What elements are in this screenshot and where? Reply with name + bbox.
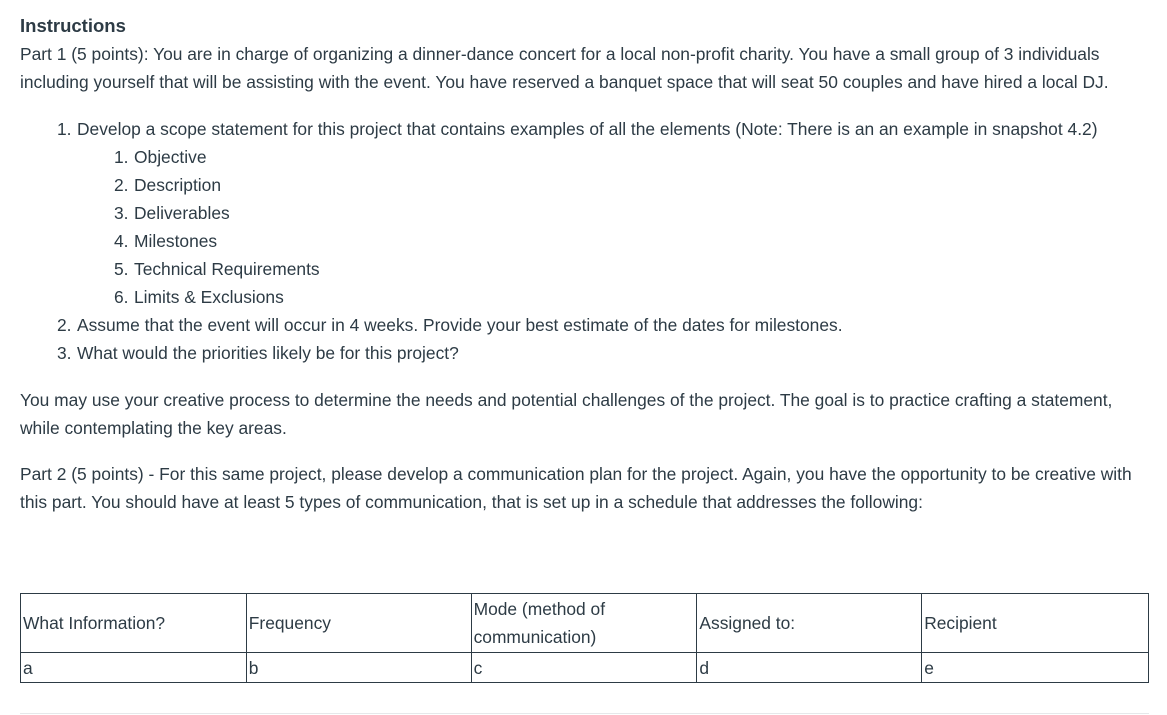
scope-element-item — [114, 143, 1122, 171]
scope-element-item — [114, 227, 1122, 255]
scope-element-item — [114, 255, 1122, 283]
table-cell: d — [697, 653, 922, 683]
scope-element-number: 3. — [114, 203, 129, 223]
table-header-cell: Recipient — [922, 594, 1149, 653]
instructions-content — [20, 12, 1150, 516]
question-list — [57, 115, 1122, 367]
creative-note: You may use your creative process to determine the needs and potential challenges of the project. The goal is to practice crafting a statement, while contemplating the key areas. — [20, 390, 1113, 438]
bottom-divider — [20, 713, 1149, 714]
question-item — [57, 339, 1122, 367]
question-text: What would the priorities likely be for this project? — [77, 343, 459, 363]
scope-element-text: Limits & Exclusions — [134, 287, 284, 307]
scope-element-item — [114, 283, 1122, 311]
table-row — [21, 653, 1149, 683]
scope-element-text: Technical Requirements — [134, 259, 320, 279]
scope-element-list — [114, 143, 1122, 311]
question-text: Develop a scope statement for this project that contains examples of all the elements (Note: There is an an example in snapshot 4.2) — [77, 119, 1098, 139]
scope-element-number: 2. — [114, 175, 129, 195]
instructions-heading: Instructions — [20, 15, 126, 36]
table-header-cell: Assigned to: — [697, 594, 922, 653]
scope-element-number: 1. — [114, 147, 129, 167]
scope-element-number: 4. — [114, 231, 129, 251]
scope-element-item — [114, 171, 1122, 199]
question-item — [57, 311, 1122, 339]
table-header-cell: Frequency — [246, 594, 471, 653]
table-cell: a — [21, 653, 247, 683]
part1-intro: Part 1 (5 points): You are in charge of organizing a dinner-dance concert for a local non-profit charity. You have a small group of 3 individuals including yourself that will be assisting with the event. You have reserved a banquet space that will seat 50 couples and have hired a local DJ. — [20, 44, 1109, 92]
scope-element-number: 6. — [114, 287, 129, 307]
question-text: Assume that the event will occur in 4 weeks. Provide your best estimate of the dates for milestones. — [77, 315, 843, 335]
scope-element-text: Objective — [134, 147, 207, 167]
scope-element-number: 5. — [114, 259, 129, 279]
table-cell: c — [471, 653, 697, 683]
part2-intro: Part 2 (5 points) - For this same project, please develop a communication plan for the project. Again, you have the opportunity to be creative with this part. You should have at least 5 types of communication, that is set up in a schedule that addresses the following: — [20, 464, 1132, 512]
table-cell: b — [246, 653, 471, 683]
question-item — [57, 115, 1122, 311]
question-number: 3. — [57, 343, 72, 363]
scope-element-text: Description — [134, 175, 221, 195]
table-header-cell: What Information? — [21, 594, 247, 653]
question-number: 1. — [57, 119, 72, 139]
scope-element-text: Deliverables — [134, 203, 230, 223]
table-header-row — [21, 594, 1149, 653]
table-header-cell: Mode (method of communication) — [471, 594, 697, 653]
table-cell: e — [922, 653, 1149, 683]
scope-element-text: Milestones — [134, 231, 218, 251]
communication-plan-table — [20, 593, 1149, 683]
question-number: 2. — [57, 315, 72, 335]
scope-element-item — [114, 199, 1122, 227]
